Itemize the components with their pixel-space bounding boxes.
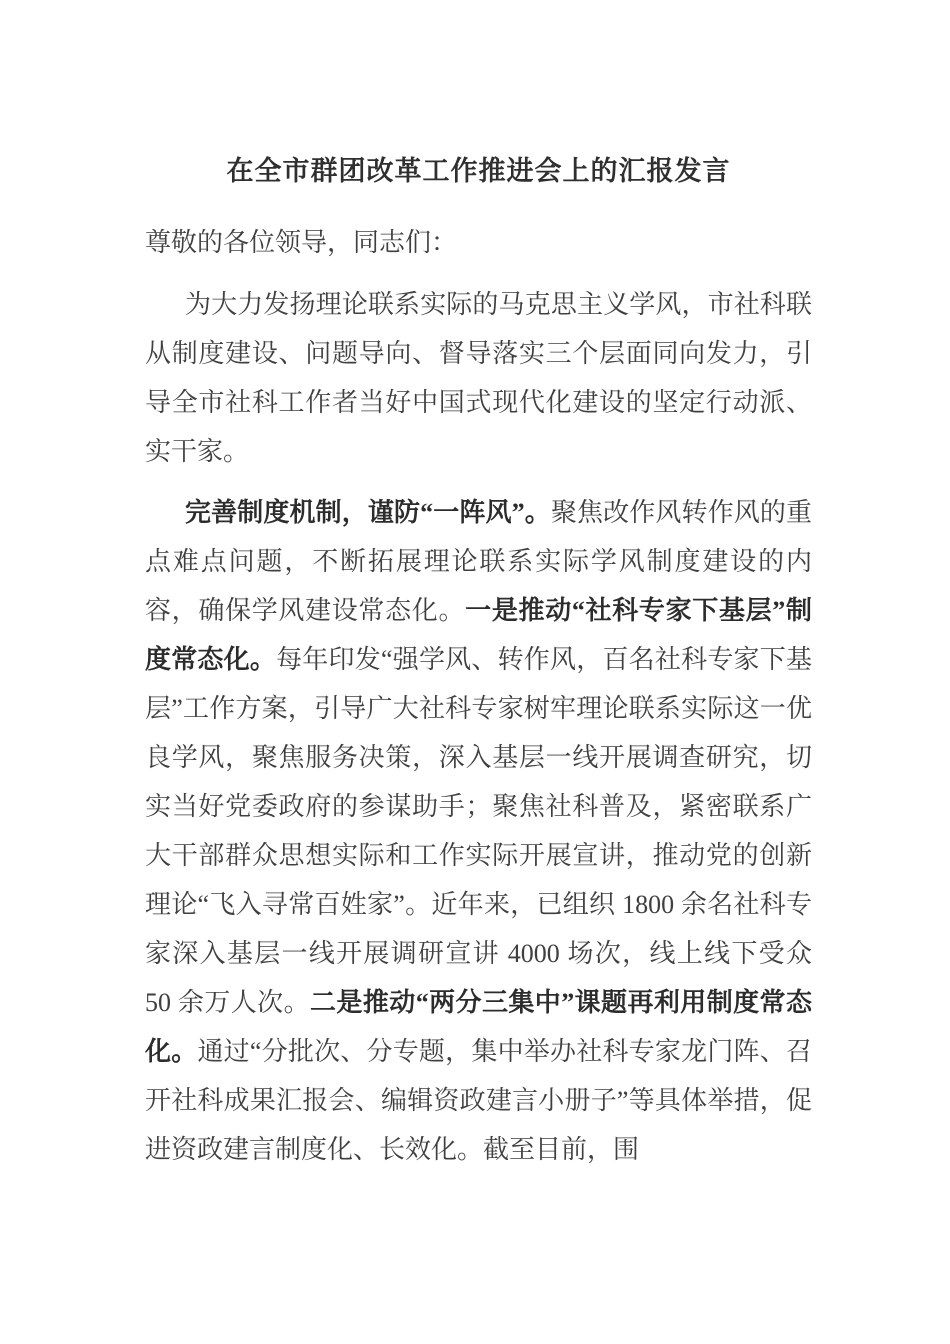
bold-text-run: 一是推动“社科专家下基层”制度常态化。 — [145, 596, 812, 674]
document-content — [145, 152, 812, 1186]
text-run: 聚焦改作风转作风的重点难点问题，不断拓展理论联系实际学风制度建设的内容，确保学风建设常态化。 — [145, 498, 812, 625]
text-run: 通过“分批次、分专题，集中举办社科专家龙门阵、召开社科成果汇报会、编辑资政建言小册子”等具体举措，促进资政建言制度化、长效化。截至目前，围 — [145, 1037, 812, 1164]
paragraph — [145, 280, 812, 476]
text-run: 为大力发扬理论联系实际的马克思主义学风，市社科联从制度建设、问题导向、督导落实三个层面同向发力，引导全市社科工作者当好中国式现代化建设的坚定行动派、实干家。 — [145, 290, 812, 466]
document-title: 在全市群团改革工作推进会上的汇报发言 — [226, 156, 731, 186]
bold-text-run: 二是推动“两分三集中”课题再利用制度常态化。 — [145, 988, 812, 1066]
document-paragraphs — [145, 280, 812, 1174]
salutation-line: 尊敬的各位领导，同志们： — [145, 228, 458, 257]
paragraph — [145, 488, 812, 1174]
bold-text-run: 完善制度机制，谨防“一阵风”。 — [185, 498, 551, 527]
text-run: 每年印发“强学风、转作风，百名社科专家下基层”工作方案，引导广大社科专家树牢理论联系实际这一优良学风，聚焦服务决策，深入基层一线开展调查研究，切实当好党委政府的参谋助手；聚焦社科普及，紧密联系广大干部群众思想实际和工作实际开展宣讲，推动党的创新理论“飞入寻常百姓家”。近年来，已组织 1800 余名社科专家深入基层一线开展调研宣讲 4000 场次，线上线下受众 50 余万人次。 — [145, 645, 812, 1017]
